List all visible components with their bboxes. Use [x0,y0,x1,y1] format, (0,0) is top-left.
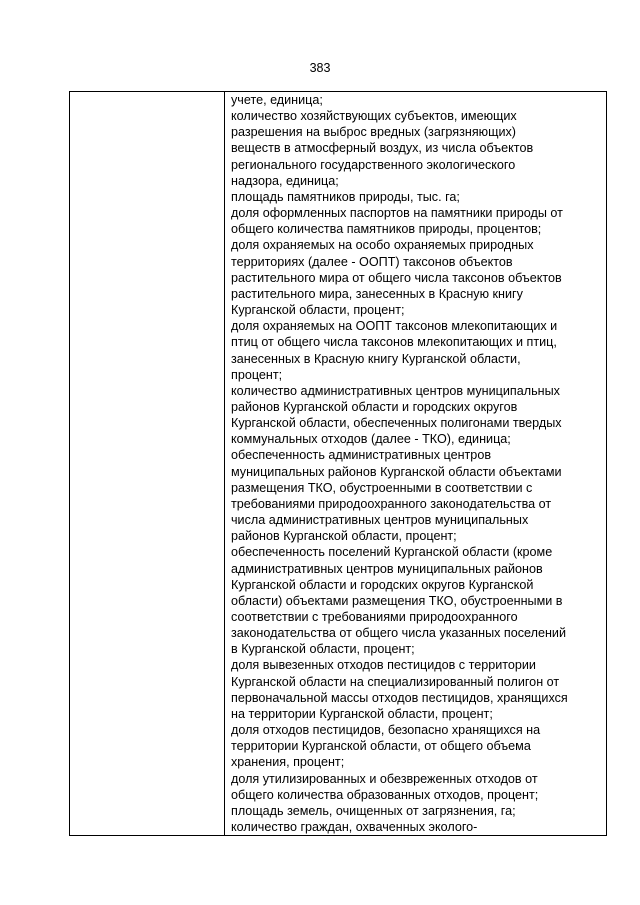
text-line: доля утилизированных и обезвреженных отходов от [231,771,538,786]
text-line: надзора, единица; [231,173,339,188]
text-line: в Курганской области, процент; [231,642,415,657]
text-line: требованиями природоохранного законодательства от [231,496,552,511]
text-line: числа административных центров муниципальных [231,513,529,528]
text-line: регионального государственного экологического [231,157,516,172]
table-cell-left [70,92,225,836]
text-line: общего количества образованных отходов, процент; [231,787,539,802]
text-line: коммунальных отходов (далее - ТКО), единица; [231,432,511,447]
text-line: растительного мира от общего числа таксонов объектов [231,270,562,285]
cell-text-block [231,92,606,835]
text-line: доля оформленных паспортов на памятники природы от [231,206,563,221]
text-line: доля охраняемых на ООПТ таксонов млекопитающих и [231,319,558,334]
text-line: территории Курганской области, от общего объема [231,739,531,754]
text-line: Курганской области, обеспеченных полигонами твердых [231,416,562,431]
text-line: на территории Курганской области, процент; [231,706,493,721]
text-line: количество хозяйствующих субъектов, имеющих [231,109,517,124]
text-line: обеспеченность административных центров [231,448,492,463]
text-line: Курганской области, процент; [231,303,405,318]
text-line: территориях (далее - ООПТ) таксонов объектов [231,254,513,269]
text-line: общего количества памятников природы, процентов; [231,222,542,237]
text-line: процент; [231,367,283,382]
text-line: количество граждан, охваченных эколого- [231,820,478,835]
text-line: Курганской области на специализированный полигон от [231,674,560,689]
table-row [70,92,607,836]
text-line: количество административных центров муниципальных [231,383,560,398]
table-cell-right [225,92,607,836]
text-line: районов Курганской области, процент; [231,529,457,544]
text-line: законодательства от общего числа указанных поселений [231,626,566,641]
text-line: области) объектами размещения ТКО, обустроенными в [231,593,563,608]
text-line: занесенных в Красную книгу Курганской области, [231,351,521,366]
text-line: соответствии с требованиями природоохранного [231,610,518,624]
page-number: 383 [309,61,331,75]
text-line: доля вывезенных отходов пестицидов с территории [231,658,536,673]
text-line: учете, единица; [231,93,323,107]
text-line: Курганской области и городских округов Курганской [231,577,534,592]
text-line: растительного мира, занесенных в Красную книгу [231,286,523,301]
text-line: птиц от общего числа таксонов млекопитающих и птиц, [231,335,557,350]
text-line: площадь земель, очищенных от загрязнения, га; [231,803,516,818]
text-line: веществ в атмосферный воздух, из числа объектов [231,141,534,156]
text-line: площадь памятников природы, тыс. га; [231,189,460,204]
text-line: доля отходов пестицидов, безопасно хранящихся на [231,723,541,738]
text-line: разрешения на выброс вредных (загрязняющих) [231,125,516,140]
text-line: доля охраняемых на особо охраняемых природных [231,238,534,253]
text-line: размещения ТКО, обустроенными в соответствии с [231,480,533,495]
text-line: муниципальных районов Курганской области объектами [231,464,562,479]
text-line: районов Курганской области и городских округов [231,399,518,414]
document-table [69,91,607,836]
text-line: первоначальной массы отходов пестицидов, хранящихся [231,690,568,705]
text-line: обеспеченность поселений Курганской области (кроме [231,545,553,560]
text-line: административных центров муниципальных районов [231,561,543,576]
text-line: хранения, процент; [231,755,345,770]
